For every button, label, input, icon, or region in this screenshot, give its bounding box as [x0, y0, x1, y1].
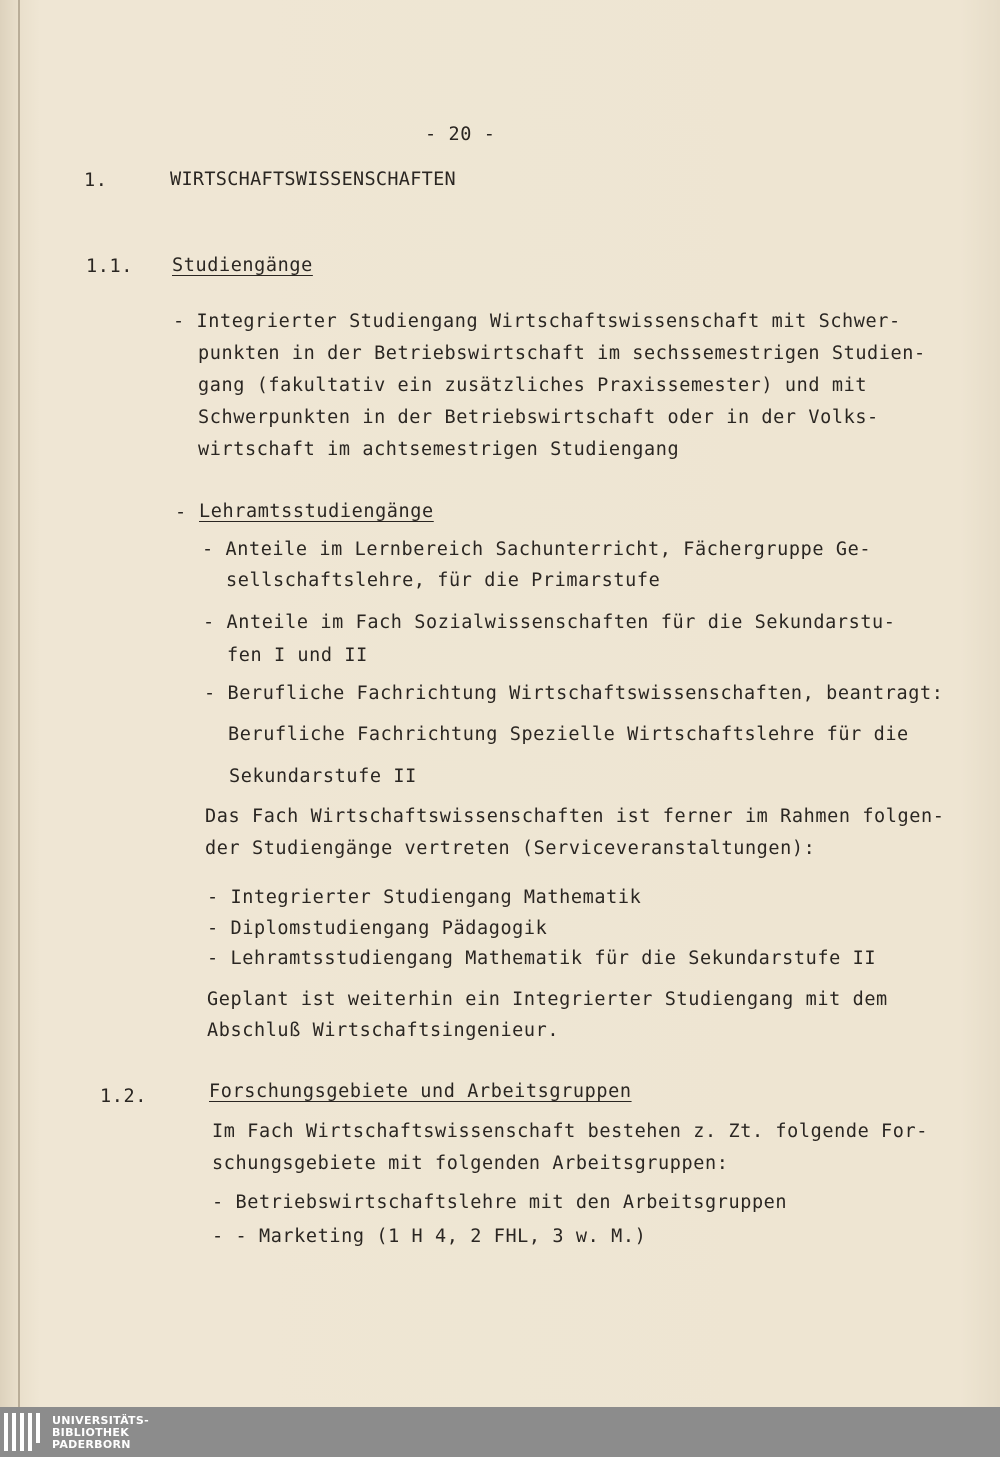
- library-logo-icon: [4, 1413, 46, 1453]
- lehramt-item-line: Berufliche Fachrichtung Spezielle Wirtschaftslehre für die: [228, 724, 909, 745]
- research-intro-line: schungsgebiete mit folgenden Arbeitsgruppen:: [212, 1153, 729, 1174]
- logo-line: BIBLIOTHEK: [52, 1426, 130, 1439]
- lehramt-item-line: Sekundarstufe II: [229, 766, 417, 787]
- binding-edge: [18, 0, 20, 1407]
- service-list-item: - Diplomstudiengang Pädagogik: [207, 918, 548, 939]
- research-intro-line: Im Fach Wirtschaftswissenschaft bestehen z. Zt. folgende For-: [212, 1121, 929, 1142]
- section-1-2-number: 1.2.: [100, 1086, 147, 1107]
- section-1-1-title: Studiengänge: [172, 255, 313, 276]
- lehramt-item-line: - Anteile im Lernbereich Sachunterricht, Fächergruppe Ge-: [202, 539, 872, 560]
- research-item: - - Marketing (1 H 4, 2 FHL, 3 w. M.): [212, 1226, 647, 1247]
- section-1-2-title: Forschungsgebiete und Arbeitsgruppen: [209, 1081, 632, 1102]
- studiengang-line: - Integrierter Studiengang Wirtschaftswissenschaft mit Schwer-: [173, 311, 901, 332]
- chapter-number: 1.: [84, 170, 108, 191]
- research-item: - Betriebswirtschaftslehre mit den Arbeitsgruppen: [212, 1192, 788, 1213]
- lehramt-heading: Lehramtsstudiengänge: [199, 501, 434, 522]
- logo-line: PADERBORN: [52, 1438, 131, 1451]
- lehramt-item-line: sellschaftslehre, für die Primarstufe: [226, 570, 661, 591]
- lehramt-dash: -: [175, 502, 187, 523]
- service-list-item: - Lehramtsstudiengang Mathematik für die Sekundarstufe II: [207, 948, 877, 969]
- studiengang-line: punkten in der Betriebswirtschaft im sechssemestrigen Studien-: [198, 343, 926, 364]
- section-1-1-number: 1.1.: [86, 256, 133, 277]
- lehramt-item-line: - Anteile im Fach Sozialwissenschaften für die Sekundarstu-: [203, 612, 896, 633]
- planned-line: Geplant ist weiterhin ein Integrierter Studiengang mit dem: [207, 989, 888, 1010]
- studiengang-line: Schwerpunkten in der Betriebswirtschaft oder in der Volks-: [198, 407, 879, 428]
- planned-line: Abschluß Wirtschaftsingenieur.: [207, 1020, 560, 1041]
- library-logo-text: [52, 1415, 149, 1451]
- lehramt-item-line: fen I und II: [227, 645, 368, 666]
- logo-line: UNIVERSITÄTS-: [52, 1414, 149, 1427]
- service-paragraph-line: Das Fach Wirtschaftswissenschaften ist ferner im Rahmen folgen-: [205, 806, 945, 827]
- library-footer: [0, 1407, 1000, 1457]
- lehramt-item-line: - Berufliche Fachrichtung Wirtschaftswissenschaften, beantragt:: [204, 683, 944, 704]
- studiengang-line: gang (fakultativ ein zusätzliches Praxissemester) und mit: [198, 375, 868, 396]
- service-paragraph-line: der Studiengänge vertreten (Serviceveranstaltungen):: [205, 838, 816, 859]
- chapter-title: WIRTSCHAFTSWISSENSCHAFTEN: [170, 169, 456, 190]
- page-number: - 20 -: [425, 124, 496, 145]
- studiengang-line: wirtschaft im achtsemestrigen Studiengang: [198, 439, 680, 460]
- service-list-item: - Integrierter Studiengang Mathematik: [207, 887, 642, 908]
